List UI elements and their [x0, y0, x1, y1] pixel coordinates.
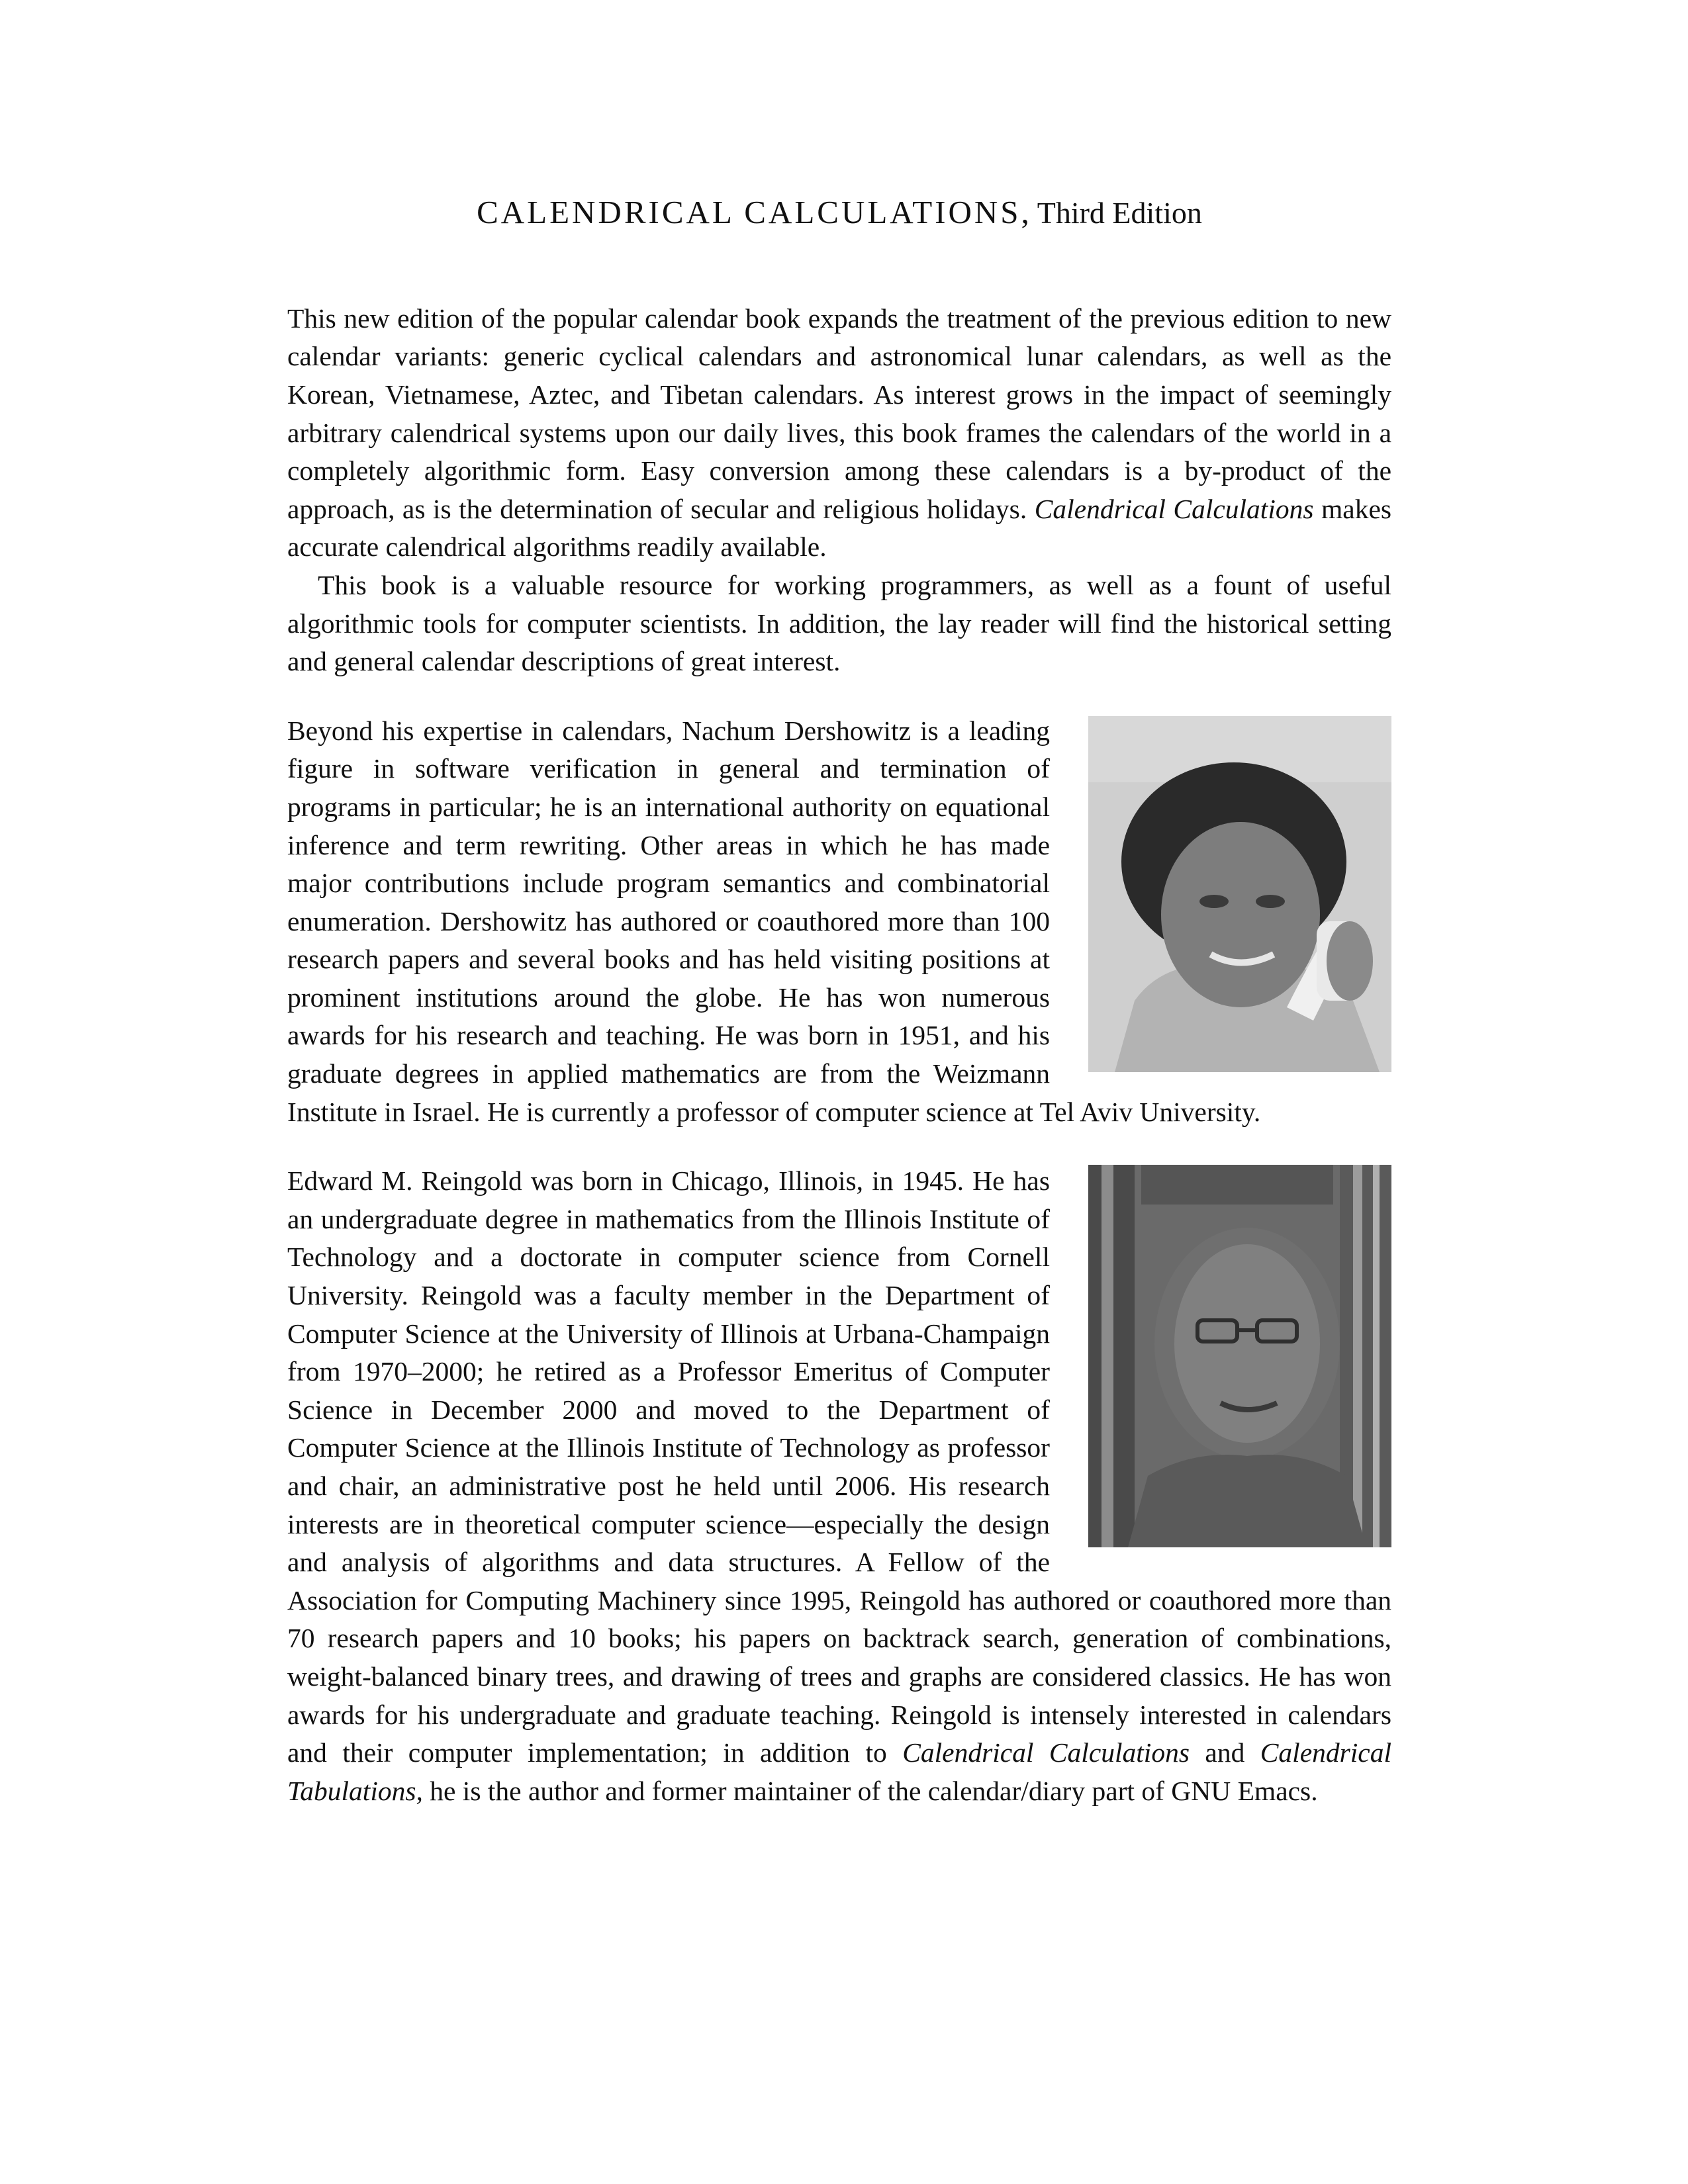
- reingold-book-2: Calendrical Tabulations,: [287, 1737, 1392, 1806]
- reingold-photo: [1088, 1165, 1391, 1547]
- reingold-bio-text: Edward M. Reingold was born in Chicago, Illinois, in 1945. He has an undergraduate degree in mathematics from the Illinois Institute of Technology and a doctorate in computer science from Cornell University. Reingold was a faculty member in the Department of Computer Science at the University of Illinois at Urbana-Champaign from 1970–2000; he retired as a Professor Emeritus of Computer Science in December 2000 and moved to the Department of Computer Science at the Illinois Institute of Technology as professor and chair, an administrative post he held until 2006. His research interests are in theoretical computer science—especially the design and analysis of algorithms and data structures. A Fellow of the Association for Computing Machinery since 1995, Reingold has authored or coauthored more than 70 research papers and 10 books; his papers on backtrack search, generation of combinations, weight-balanced binary trees, and drawing of trees and graphs are considered classics. He has won awards for his undergraduate and graduate teaching. Reingold is intensely interested in calendars and their computer implementation; in addition to: [287, 1165, 1391, 1768]
- reingold-bio-end: he is the author and former maintainer of the calendar/diary part of GNU Emacs.: [430, 1775, 1318, 1806]
- page: [287, 193, 1391, 1810]
- page-title: [287, 193, 1391, 232]
- intro-paragraph-2: This book is a valuable resource for working programmers, as well as a fount of useful algorithmic tools for computer scientists. In addition, the lay reader will find the historical setting and general calendar descriptions of great interest.: [287, 569, 1391, 677]
- reingold-and-text: and: [1205, 1737, 1245, 1768]
- book-title-italic: Calendrical Calculations: [1034, 493, 1314, 524]
- intro-end-text: makes accurate calendrical algorithms readily available.: [287, 493, 1392, 563]
- dershowitz-photo-graphic: [1088, 716, 1391, 1072]
- dershowitz-photo: [1088, 716, 1391, 1072]
- intro-paragraph-1: [287, 300, 1391, 567]
- intro-text: This new edition of the popular calendar book expands the treatment of the previous edition to new calendar variants: generic cyclical calendars and astronomical lunar calendars, as well as the Korean, Vietnamese, Aztec, and Tibetan calendars. As interest grows in the impact of seemingly arbitrary calendrical systems upon our daily lives, this book frames the calendars of the world in a completely algorithmic form. Easy conversion among these calendars is a by-product of the approach, as is the determination of secular and religious holidays.: [287, 302, 1391, 524]
- dershowitz-bio: Beyond his expertise in calendars, Nachum Dershowitz is a leading figure in software verification in general and termination of programs in particular; he is an international authority on equational inference and term rewriting. Other areas in which he has made major contributions include program semantics and combinatorial enumeration. Dershowitz has authored or coauthored more than 100 research papers and several books and has held visiting positions at prominent institutions around the globe. He has won numerous awards for his research and teaching. He was born in 1951, and his graduate degrees in applied mathematics are from the Weizmann Institute in Israel. He is currently a professor of computer science at Tel Aviv University.: [287, 715, 1261, 1127]
- book-title: CALENDRICAL CALCULATIONS,: [477, 194, 1032, 230]
- edition-label: Third Edition: [1037, 196, 1202, 230]
- reingold-book-1: Calendrical Calculations: [902, 1737, 1190, 1768]
- reingold-photo-graphic: [1088, 1165, 1391, 1547]
